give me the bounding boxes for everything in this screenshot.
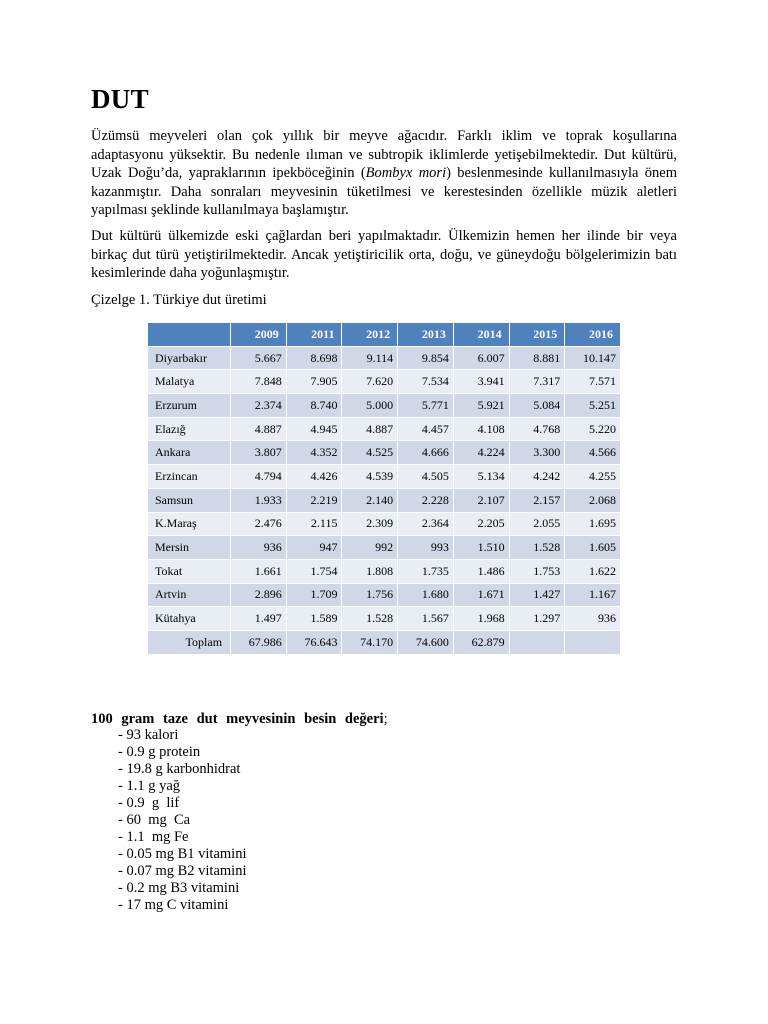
production-value: 936 [565,607,621,631]
nutrition-item: - 0.07 mg B2 vitamini [118,863,247,879]
year-header: 2016 [565,323,621,347]
production-value: 8.881 [509,346,565,370]
total-label: Toplam [148,630,231,654]
production-value: 4.945 [286,417,342,441]
species-name: Bombyx mori [365,165,447,181]
production-value: 5.921 [453,394,509,418]
production-value: 1.497 [231,607,287,631]
production-value: 1.933 [231,488,287,512]
province-name: Erzurum [148,394,231,418]
cultivation-paragraph: Dut kültürü ülkemizde eski çağlardan beri yapılmaktadır. Ülkemizin hemen her ilinde bir veya birkaç dut türü yetiştirilmektedir. Ancak yetiştiricilik orta, doğu, ve güneydoğu bölgelerimizin batı kesimlerinde daha yoğunlaşmıştır. [91,228,677,281]
production-value: 1.427 [509,583,565,607]
total-value: 74.600 [398,630,454,654]
production-value: 5.771 [398,394,454,418]
production-value: 2.205 [453,512,509,536]
production-value: 947 [286,536,342,560]
production-value: 2.896 [231,583,287,607]
nutrition-heading-suffix: ; [383,711,388,727]
production-value: 1.753 [509,559,565,583]
production-value: 10.147 [565,346,621,370]
production-value: 4.566 [565,441,621,465]
production-value: 1.510 [453,536,509,560]
table-row [148,559,621,583]
total-value: 76.643 [286,630,342,654]
table-row [148,607,621,631]
production-value: 1.756 [342,583,398,607]
production-value: 1.486 [453,559,509,583]
nutrition-item: - 0.9 g lif [118,795,180,811]
total-value: 67.986 [231,630,287,654]
production-value: 2.374 [231,394,287,418]
total-value: 62.879 [453,630,509,654]
table-row [148,488,621,512]
production-value: 5.084 [509,394,565,418]
province-name: Erzincan [148,465,231,489]
production-value: 4.108 [453,417,509,441]
production-value: 2.068 [565,488,621,512]
production-value: 1.754 [286,559,342,583]
production-value: 1.680 [398,583,454,607]
province-name: Mersin [148,536,231,560]
year-header: 2012 [342,323,398,347]
production-value: 2.107 [453,488,509,512]
production-value: 1.167 [565,583,621,607]
province-name: K.Maraş [148,512,231,536]
year-header: 2011 [286,323,342,347]
production-value: 1.695 [565,512,621,536]
production-value: 4.242 [509,465,565,489]
production-table [147,322,621,655]
production-value: 1.297 [509,607,565,631]
production-value: 4.887 [231,417,287,441]
province-name: Diyarbakır [148,346,231,370]
table-row [148,370,621,394]
province-name: Tokat [148,559,231,583]
total-value [565,630,621,654]
year-header: 2013 [398,323,454,347]
production-value: 4.457 [398,417,454,441]
production-value: 5.000 [342,394,398,418]
intro-paragraph [91,127,677,220]
nutrition-heading-text: 100 gram taze dut meyvesinin besin değeri [91,711,384,727]
table-row [148,441,621,465]
production-value: 1.671 [453,583,509,607]
nutrition-list [118,727,246,914]
production-value: 9.854 [398,346,454,370]
year-header: 2015 [509,323,565,347]
production-value: 4.539 [342,465,398,489]
production-value: 5.134 [453,465,509,489]
year-header: 2014 [453,323,509,347]
production-value: 1.528 [509,536,565,560]
production-value: 9.114 [342,346,398,370]
production-value: 5.220 [565,417,621,441]
production-value: 992 [342,536,398,560]
total-row [148,630,621,654]
table-row [148,536,621,560]
nutrition-item: - 0.05 mg B1 vitamini [118,846,247,862]
province-name: Artvin [148,583,231,607]
production-value: 1.808 [342,559,398,583]
nutrition-item: - 60 mg Ca [118,812,191,828]
year-header: 2009 [231,323,287,347]
table-caption: Çizelge 1. Türkiye dut üretimi [91,292,267,308]
total-value: 74.170 [342,630,398,654]
production-value: 2.219 [286,488,342,512]
table-header-row [148,323,621,347]
production-value: 1.968 [453,607,509,631]
production-value: 5.251 [565,394,621,418]
production-value: 7.620 [342,370,398,394]
production-value: 1.528 [342,607,398,631]
province-name: Kütahya [148,607,231,631]
production-value: 4.525 [342,441,398,465]
production-value: 8.698 [286,346,342,370]
table-row [148,346,621,370]
nutrition-item: - 93 kalori [118,727,179,743]
production-value: 7.848 [231,370,287,394]
table-body [148,346,621,654]
nutrition-heading [91,711,388,728]
table-row [148,465,621,489]
production-value: 7.905 [286,370,342,394]
production-value: 4.255 [565,465,621,489]
production-value: 2.140 [342,488,398,512]
nutrition-item: - 19.8 g karbonhidrat [118,761,241,777]
intro-text-start: Üzümsü meyveleri olan çok yıllık bir meyve ağacıdır. Farklı iklim ve toprak koşullarına adaptasyonu yüksektir. Bu nedenle ılıman ve subtropik iklimlerde yetişebilmektedir. Dut kültürü, Uzak Doğu’da, yapraklarının ipekböceğinin ( [91,128,677,181]
production-value: 4.666 [398,441,454,465]
production-value: 3.300 [509,441,565,465]
production-value: 3.941 [453,370,509,394]
province-name: Malatya [148,370,231,394]
nutrition-item: - 0.2 mg B3 vitamini [118,880,240,896]
production-value: 4.887 [342,417,398,441]
production-value: 1.709 [286,583,342,607]
nutrition-item: - 17 mg C vitamini [118,897,229,913]
production-value: 4.505 [398,465,454,489]
table-row [148,417,621,441]
nutrition-item: - 0.9 g protein [118,744,201,760]
table-corner-cell [148,323,231,347]
province-name: Samsun [148,488,231,512]
nutrition-item: - 1.1 g yağ [118,778,181,794]
production-value: 6.007 [453,346,509,370]
production-value: 936 [231,536,287,560]
production-value: 1.735 [398,559,454,583]
production-value: 2.364 [398,512,454,536]
production-value: 2.055 [509,512,565,536]
production-value: 7.317 [509,370,565,394]
production-value: 2.476 [231,512,287,536]
production-value: 1.589 [286,607,342,631]
production-value: 8.740 [286,394,342,418]
production-value: 4.352 [286,441,342,465]
table-row [148,394,621,418]
total-value [509,630,565,654]
production-value: 5.667 [231,346,287,370]
production-value: 7.534 [398,370,454,394]
production-value: 1.567 [398,607,454,631]
production-value: 1.661 [231,559,287,583]
table-row [148,583,621,607]
production-value: 993 [398,536,454,560]
production-value: 2.157 [509,488,565,512]
production-value: 7.571 [565,370,621,394]
production-value: 1.622 [565,559,621,583]
production-value: 4.426 [286,465,342,489]
production-value: 4.768 [509,417,565,441]
production-value: 3.807 [231,441,287,465]
province-name: Ankara [148,441,231,465]
table-row [148,512,621,536]
nutrition-item: - 1.1 mg Fe [118,829,189,845]
production-value: 2.228 [398,488,454,512]
production-value: 4.794 [231,465,287,489]
production-value: 2.309 [342,512,398,536]
production-value: 1.605 [565,536,621,560]
intro-text-end: ) beslenmesinde kullanılmasıyla önem kazanmıştır. Daha sonraları meyvesinin tüketilmesi ve kerestesinden özellikle müzik aletleri yapılması şeklinde kullanılmaya başlamıştır. [91,165,677,218]
production-value: 2.115 [286,512,342,536]
production-value: 4.224 [453,441,509,465]
province-name: Elazığ [148,417,231,441]
page-title: DUT [91,84,149,114]
